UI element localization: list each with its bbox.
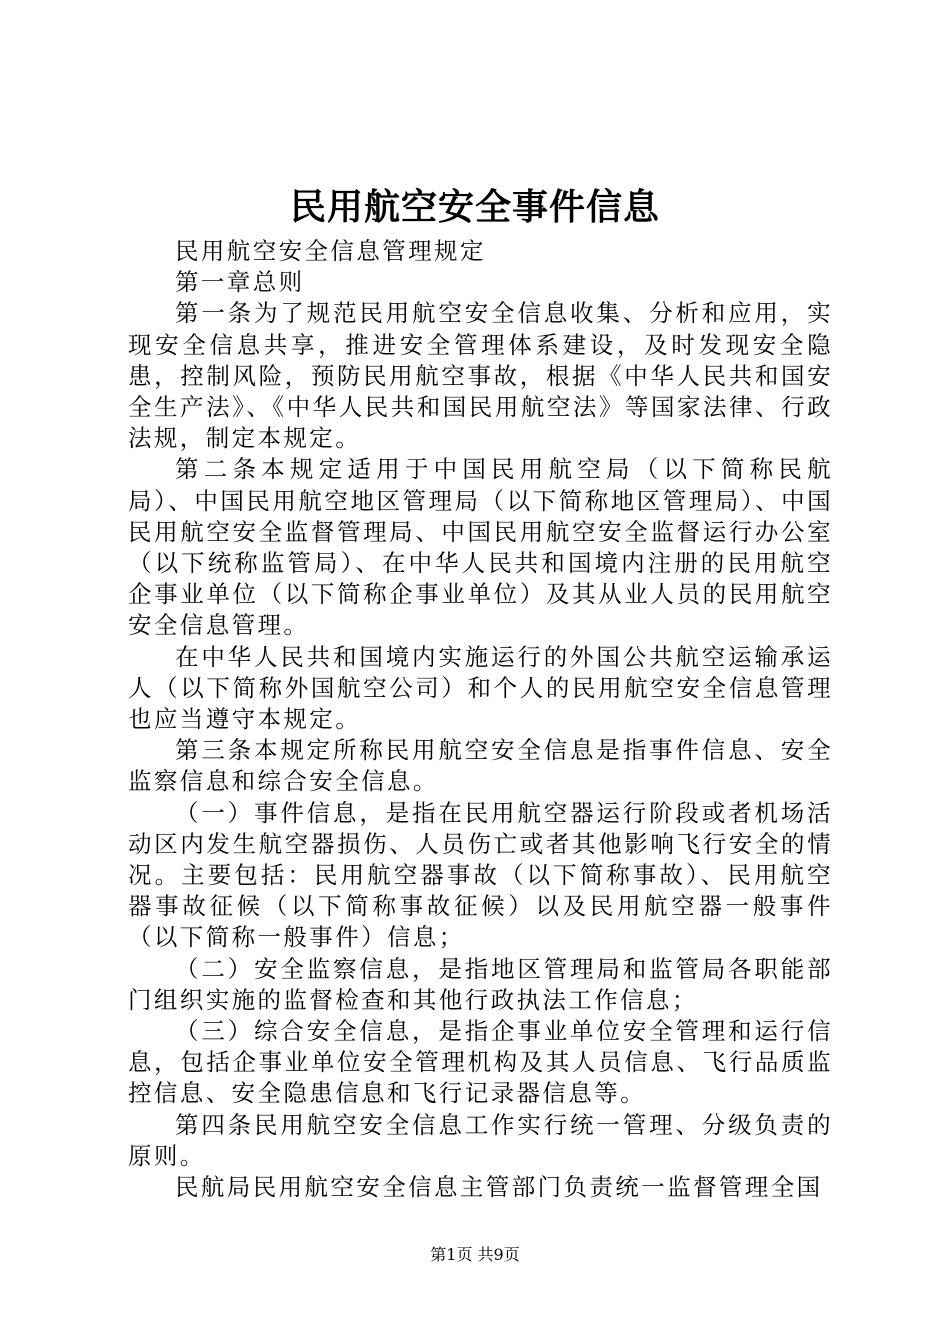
page-number-footer: 第1页 共9页 [430, 1245, 520, 1264]
paragraph-article-3: 第三条本规定所称民用航空安全信息是指事件信息、安全监察信息和综合安全信息。 [128, 736, 833, 796]
document-title: 民用航空安全事件信息 [289, 186, 660, 228]
paragraph-article-4: 第四条民用航空安全信息工作实行统一管理、分级负责的原则。 [128, 1110, 833, 1170]
paragraph-item-3: （三）综合安全信息，是指企事业单位安全管理和运行信息，包括企事业单位安全管理机构及其人员信息、飞行品质监控信息、安全隐患信息和飞行记录器信息等。 [128, 1017, 833, 1108]
paragraph-article-2: 第二条本规定适用于中国民用航空局（以下简称民航局）、中国民用航空地区管理局（以下简称地区管理局）、中国民用航空安全监督管理局、中国民用航空安全监督运行办公室（以下统称监管局）、在中华人民共和国境内注册的民用航空企事业单位（以下简称企事业单位）及其从业人员的民用航空安全信息管理。 [128, 455, 833, 640]
paragraph-item-2: （二）安全监察信息，是指地区管理局和监管局各职能部门组织实施的监督检查和其他行政执法工作信息； [128, 954, 833, 1014]
paragraph-chapter-heading: 第一章总则 [175, 268, 305, 297]
paragraph-article-2-cont: 在中华人民共和国境内实施运行的外国公共航空运输承运人（以下简称外国航空公司）和个人的民用航空安全信息管理也应当遵守本规定。 [128, 642, 833, 734]
paragraph-subtitle: 民用航空安全信息管理规定 [175, 237, 486, 265]
document-body [128, 236, 833, 1203]
paragraph-article-1: 第一条为了规范民用航空安全信息收集、分析和应用，实现安全信息共享，推进安全管理体系建设，及时发现安全隐患，控制风险，预防民用航空事故，根据《中华人民共和国安全生产法》、《中华人民共和国民用航空法》等国家法律、行政法规，制定本规定。 [128, 299, 833, 453]
paragraph-article-4-cont: 民航局民用航空安全信息主管部门负责统一监督管理全国 [175, 1173, 823, 1202]
paragraph-item-1: （一）事件信息，是指在民用航空器运行阶段或者机场活动区内发生航空器损伤、人员伤亡或者其他影响飞行安全的情况。主要包括：民用航空器事故（以下简称事故）、民用航空器事故征候（以下简称事故征候）以及民用航空器一般事件（以下简称一般事件）信息； [128, 798, 833, 952]
